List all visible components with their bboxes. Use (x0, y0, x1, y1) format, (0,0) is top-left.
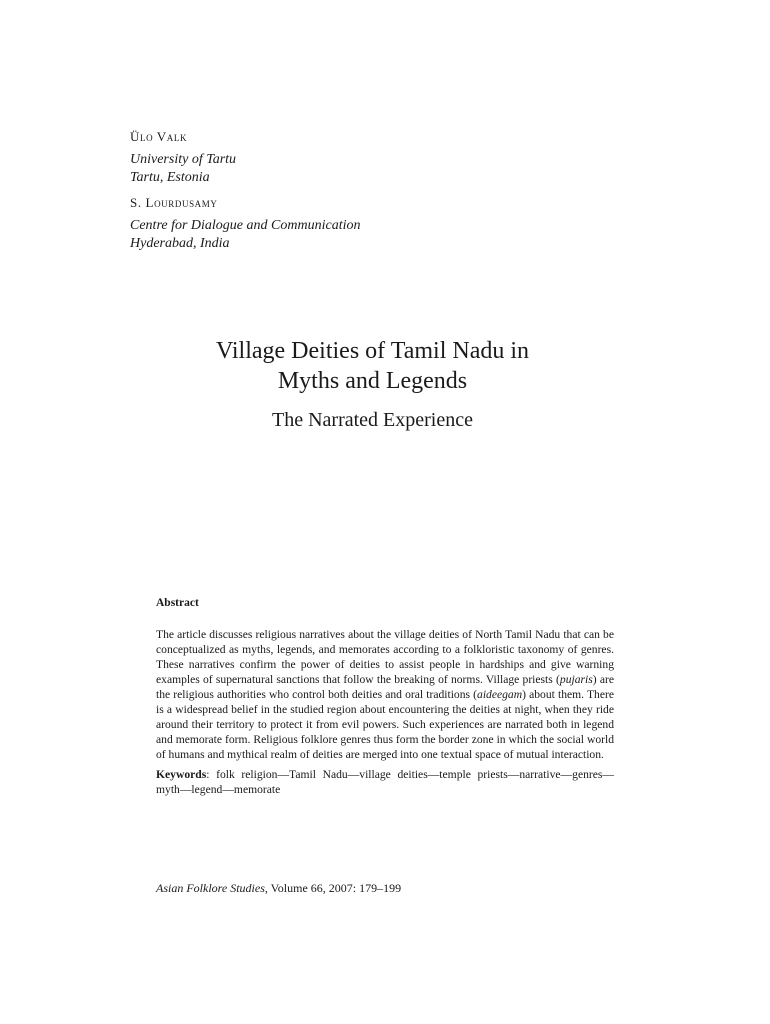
abstract-term-aideegam: aideegam (477, 688, 523, 701)
author-name: Ülo Valk (130, 129, 188, 144)
title-line-2: Myths and Legends (277, 368, 468, 394)
keywords (156, 767, 614, 797)
article-title (0, 336, 745, 396)
abstract-part-2: ) are the religious authorities who control both deities and oral traditions ( (156, 673, 614, 701)
author-1 (130, 128, 630, 187)
author-affiliation: Centre for Dialogue and Communication (130, 218, 361, 233)
journal-citation (156, 880, 401, 896)
journal-name: Asian Folklore Studies (156, 881, 265, 895)
author-name: S. Lourdusamy (130, 195, 218, 210)
title-block (0, 336, 745, 432)
author-block (130, 128, 630, 253)
author-2 (130, 194, 630, 253)
abstract-heading: Abstract (156, 597, 199, 609)
abstract-section (156, 596, 614, 797)
abstract-part-3: ) about them. There is a widespread belief in the studied region about encountering the deities at night, when they ride around their territory to protect it from evil powers. Such experiences are narrated both in legend and memorate form. Religious folklore genres thus form the border zone in which the social world of humans and mythical realm of deities are merged into one textual space of mutual interaction. (156, 688, 615, 761)
article-subtitle: The Narrated Experience (272, 409, 473, 431)
journal-details: , Volume 66, 2007: 179–199 (264, 881, 402, 895)
keywords-label: Keywords (156, 768, 207, 781)
author-location: Tartu, Estonia (130, 170, 210, 185)
keywords-text: : folk religion—Tamil Nadu—village deities—temple priests—narrative—genres—myth—legend—memorate (156, 768, 614, 796)
title-line-1: Village Deities of Tamil Nadu in (215, 338, 530, 364)
author-location: Hyderabad, India (130, 236, 230, 251)
author-affiliation: University of Tartu (130, 152, 237, 167)
abstract-term-pujaris: pujaris (559, 673, 593, 686)
abstract-part-1: The article discusses religious narratives about the village deities of North Tamil Nadu that can be conceptualized as myths, legends, and memorates according to a folkloristic taxonomy of genres. These narratives confirm the power of deities to assist people in hardships and give warning examples of supernatural sanctions that follow the breaking of norms. Village priests ( (156, 628, 614, 686)
abstract-text (156, 627, 614, 762)
